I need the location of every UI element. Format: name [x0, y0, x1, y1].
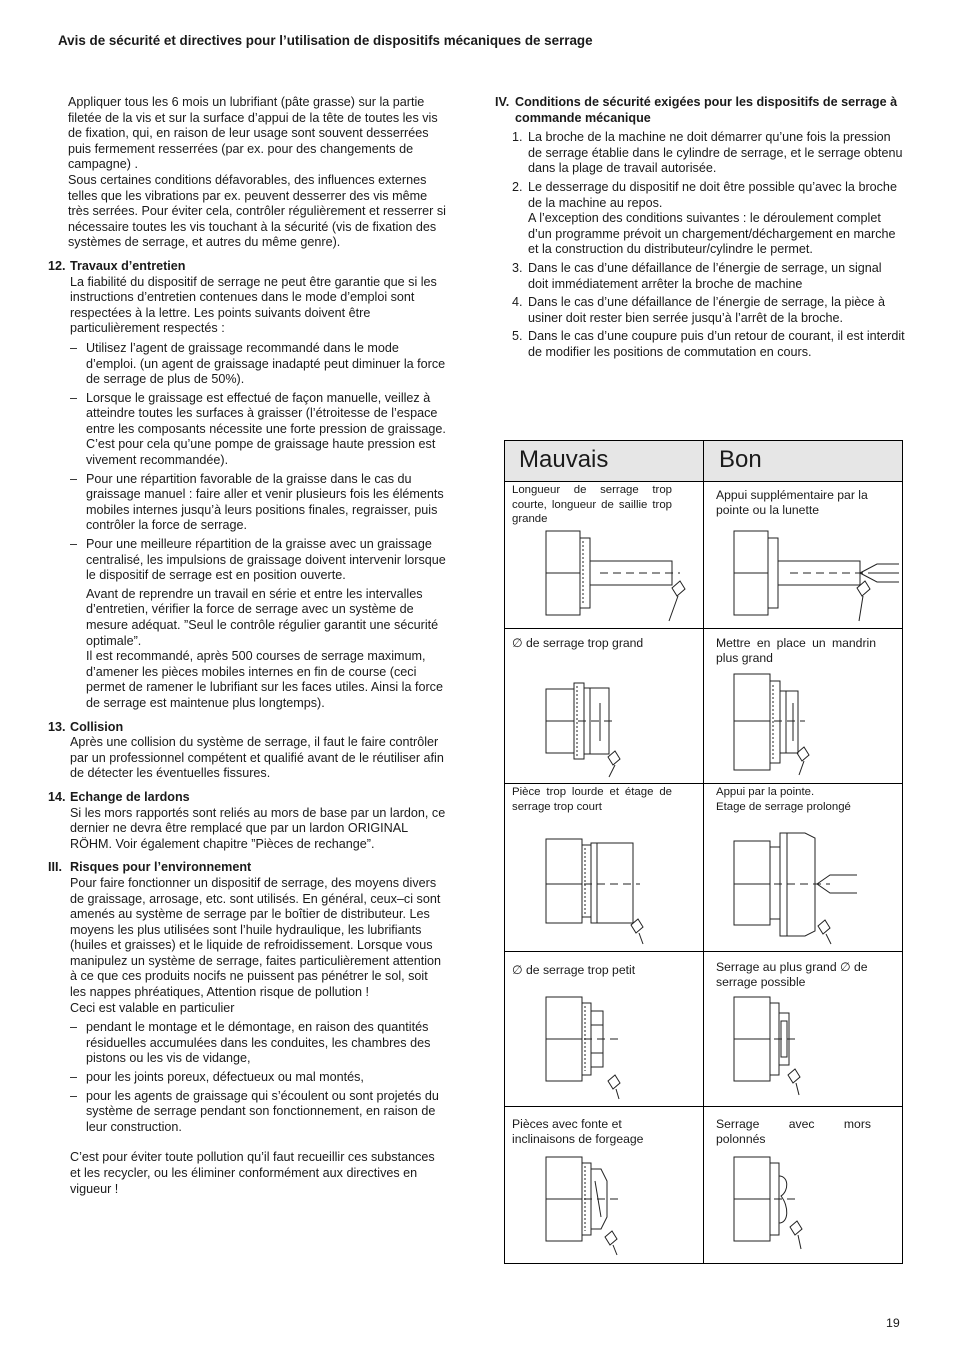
section-iv-heading: [495, 95, 905, 126]
cell-bad-4: ∅ de serrage trop petit: [512, 963, 636, 977]
numbered-list: [495, 130, 905, 360]
cell-good-3: Appui par la pointe. Etage de serrage prolongé: [716, 786, 851, 813]
intro-paragraph: Sous certaines conditions défavorables, des influences externes telles que les vibrations par ex. peuvent desserrer des vis même très serrées. Pour éviter cela, contrôler régulièrement et resserrer si nécessaire toutes les vis touchant à la sécurité (vis de fixation des systèmes de serrage, et autres du même genre).: [68, 172, 446, 250]
page-title: Avis de sécurité et directives pour l’utilisation de dispositifs mécaniques de serrage: [58, 33, 593, 48]
chuck-drawing-pendulum-jaws: [734, 1157, 802, 1249]
chuck-drawing-heavy-workpiece: [546, 839, 643, 944]
list-item: – Pour une meilleure répartition de la graisse avec un graissage centralisé, les impulsions de graissage doivent intervenir lorsque le dispositif de serrage est en position ouverte.: [70, 537, 446, 584]
section-number: 14.: [48, 789, 66, 804]
list-item: 5. Dans le cas d’une coupure puis d’un retour de courant, il est interdit de modifier les positions de commutation en cours.: [512, 329, 905, 359]
right-column: [495, 95, 905, 364]
cell-good-1: Appui supplémentaire par la pointe ou la lunette: [716, 488, 868, 517]
section-body: Si les mors rapportés sont reliés au mors de base par un lardon, ce dernier ne devra être remplacé que par un lardon ORIGINAL RÖHM. Voir également chapitre ”Pièces de rechange”.: [70, 805, 446, 851]
chuck-diagrams: [505, 441, 904, 1265]
cell-good-4: Serrage au plus grand ∅ de serrage possible: [716, 960, 868, 989]
section-heading: Conditions de sécurité exigées pour les dispositifs de serrage à commande mécanique: [515, 95, 898, 125]
section-body: C’est pour éviter toute pollution qu’il faut recueillir ces substances et les recycler, ou les éliminer conformément aux directives en vigueur !: [70, 1150, 435, 1196]
section-body: Ceci est valable en particulier: [70, 1000, 235, 1015]
chuck-drawing-tailstock-support: [734, 531, 899, 621]
chuck-drawing-diameter-too-large: [546, 683, 620, 777]
chuck-drawing-diameter-too-small: [546, 997, 623, 1099]
list-item: – Lorsque le graissage est effectué de façon manuelle, veillez à atteindre toutes les surfaces à graisser (l’étroitesse de l’espace entre les composants nécessite une forte pression de graissage. C’est pour cela qu’une pompe de graissage haute pression est vivement recommandée).: [70, 391, 446, 469]
cell-good-5: Serrage avec mors polonnés: [716, 1117, 871, 1146]
chuck-drawing-extended-step: [734, 833, 857, 944]
section-body: Avant de reprendre un travail en série et entre les intervalles d’entretien, vérifier la force de serrage avec un système de mesure adéquat. ”Seul le contrôle régulier garantit une sécurité optimale”.: [86, 586, 439, 648]
section-13: [48, 720, 446, 782]
section-iii: [48, 860, 446, 1197]
page-number: 19: [886, 1316, 900, 1330]
list-item: 4. Dans le cas d’une défaillance de l’énergie de serrage, la pièce à usiner doit rester bien serrée jusqu’à l’arrêt de la broche.: [512, 295, 886, 325]
bullet-list: [70, 341, 446, 584]
section-14: [48, 790, 446, 852]
list-item: 1. La broche de la machine ne doit démarrer qu’une fois la pression de serrage établie dans le cylindre de serrage, et le serrage obtenu dans la plage de travail autorisée.: [512, 130, 903, 176]
chuck-drawing-cast-workpiece: [546, 1157, 623, 1255]
chuck-drawing-long-overhang: [546, 531, 685, 621]
section-number: 12.: [48, 258, 66, 273]
bullet-list: [70, 1020, 446, 1135]
comparison-table: [504, 440, 903, 1264]
header-bad: Mauvais: [519, 446, 609, 473]
intro-paragraph: Appliquer tous les 6 mois un lubrifiant (pâte grasse) sur la partie filetée de la vis et sur la surface d’appui de la tête de toutes les vis de fixation, qui, en raison de leur usage sont souvent desserrées puis fermement resserrées (par ex. pour des changements de campagne) .: [68, 95, 438, 172]
list-item: – pour les agents de graissage qui s’écoulent ou sont projetés du système de serrage pendant son fonctionnement, en raison de leur construction.: [70, 1089, 446, 1136]
left-column: [48, 95, 446, 1197]
section-heading: Travaux d’entretien: [70, 258, 186, 273]
cell-good-2: Mettre en place un mandrin plus grand: [716, 636, 876, 665]
section-heading: Collision: [70, 719, 124, 734]
section-number: IV.: [495, 95, 510, 109]
cell-bad-1: Longueur de serrage trop courte, longueur de saillie trop grande: [512, 484, 672, 525]
section-number: 13.: [48, 719, 66, 734]
section-heading: Risques pour l’environnement: [70, 860, 252, 875]
list-item: 2. Le desserrage du dispositif ne doit être possible qu’avec la broche de la machine au repos. A l’exception des conditions suivantes : le déroulement complet d’un programme prévoit un chargement/déchargement en marche et la construction du distributeur/cylindre le permet.: [512, 179, 897, 257]
section-heading: Echange de lardons: [70, 789, 190, 804]
section-number: III.: [48, 860, 62, 875]
section-body: Après une collision du système de serrage, il faut le faire contrôler par un professionnel compétent et qualifié avant de le réutiliser afin de détecter les éventuelles fissures.: [70, 735, 444, 781]
list-item: – Pour une répartition favorable de la graisse dans le cas du graissage manuel : faire aller et venir plusieurs fois les éléments mobiles internes jusqu’à leurs positions finales, regraisser, puis contrôler la force de serrage.: [70, 472, 446, 534]
section-body: Pour faire fonctionner un dispositif de serrage, des moyens divers de graissage, arrosage, etc. sont utilisés. En général, ceux–ci sont amenés au système de serrage par le boîtier de distributeur. Les moyens les plus utilisées sont l’huile hydraulique, les lubrifiants (huiles et graisses) et le liquide de refroidissement. Lorsque vous manipulez un système de serrage, faites particulièrement attention à ce que ces produits nocifs ne puissent pas pénétrer le sol, soit les nappes phréatiques, Attention risque de pollution !: [70, 875, 442, 1000]
chuck-drawing-max-diameter: [734, 997, 800, 1095]
section-body: Il est recommandé, après 500 courses de serrage maximum, d’amener les pièces mobiles internes en fin de course (ceci permet de ramener le lubrifiant sur les faces utiles. Ainsi la force de serrage est maintenue plus longtemps).: [86, 649, 443, 710]
cell-bad-2: ∅ de serrage trop grand: [512, 636, 644, 650]
chuck-drawing-larger-chuck: [734, 674, 809, 775]
cell-bad-3: Pièce trop lourde et étage de serrage trop court: [512, 786, 672, 813]
header-good: Bon: [719, 446, 762, 473]
section-body: La fiabilité du dispositif de serrage ne peut être garantie que si les instructions d’entretien contenues dans le mode d’emploi sont respectées à la lettre. Les points suivants doivent être particulièrement respectés :: [70, 274, 437, 336]
cell-bad-5: Pièces avec fonte et inclinaisons de forgeage: [512, 1117, 644, 1146]
list-item: – pour les joints poreux, défectueux ou mal montés,: [70, 1070, 446, 1086]
section-12: [48, 259, 446, 712]
list-item: – Utilisez l’agent de graissage recommandé dans le mode d’emploi. (un agent de graissage inadapté peut diminuer la force de serrage de plus de 50%).: [70, 341, 446, 388]
list-item: 3. Dans le cas d’une défaillance de l’énergie de serrage, un signal doit immédiatement arrêter la broche de machine: [512, 260, 882, 291]
list-item: – pendant le montage et le démontage, en raison des quantités résiduelles accumulées dans les conduites, les chambres des pistons ou les vis de vidange,: [70, 1020, 446, 1067]
